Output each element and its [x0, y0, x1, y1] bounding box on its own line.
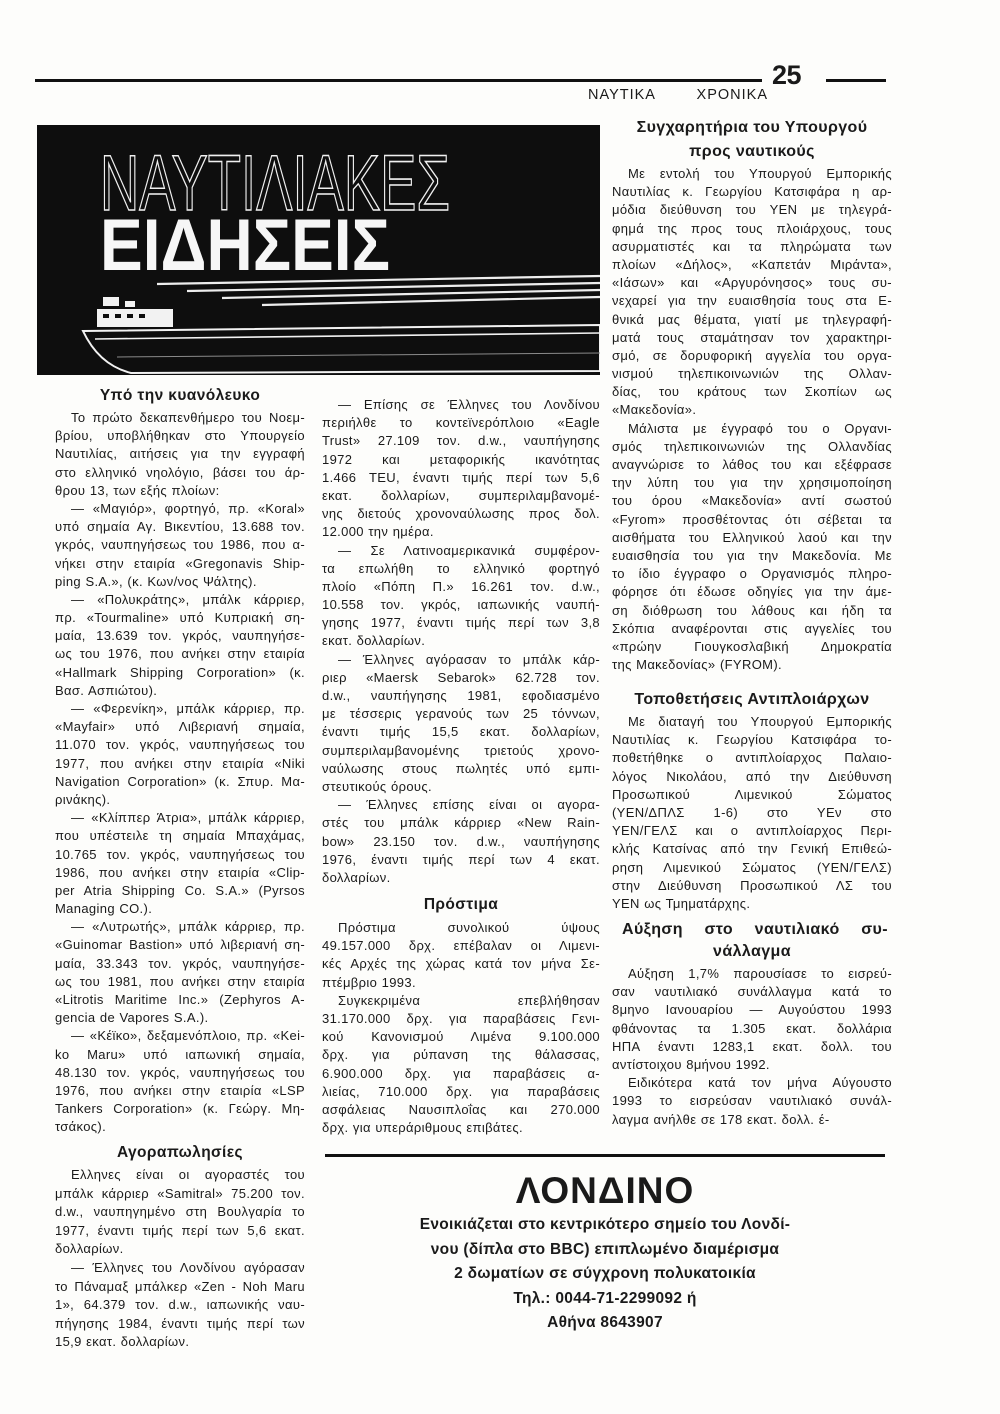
text-line: πλοίων «Δήλος», «Καπετάν Μιράντα»,: [612, 256, 892, 272]
paragraph: [55, 700, 305, 809]
text-line: δρχ. για υπεράριθμους επιβάτες.: [322, 1120, 524, 1136]
text-line: per Atria Shipping Co. S.A.» (Pyrsos: [55, 882, 305, 898]
text-line: του όρου «Μακεδονία» αντί σωστού: [612, 493, 892, 509]
text-line: βρίου, υποβλήθηκαν στο Υπουργείο: [55, 428, 305, 444]
text-line: ευαισθησία του για την Μακεδονία. Με: [612, 547, 892, 563]
text-line: Μάλιστα με έγγραφό του ο Οργανι-: [628, 420, 892, 436]
text-line: 8μηνο Ιανουαρίου — Αυγούστου 1993: [612, 1002, 892, 1018]
banner-title-bold: ΕΙΔΗΣΕΙΣ: [100, 205, 390, 286]
text-line: d.w., ναυπήγησης 1981, εφοδιασμένο: [322, 688, 600, 703]
text-line: «Fyrom» προσθέτοντας ότι σέβεται τα: [612, 511, 892, 527]
text-line: Ελληνες είναι οι αγοραστές του: [71, 1167, 305, 1182]
text-line: bow» 23.150 τον. d.w., ναυπήγησης: [322, 833, 600, 849]
text-line: 1976, που ανήκει στην εταιρία «LSP: [55, 1082, 305, 1098]
paragraph: [612, 420, 892, 675]
text-line: πλοίο «Πόπη Π.» 16.261 τον. d.w.,: [322, 578, 600, 594]
text-line: Ναυτιλίας κ. Γεωργίου Κατσιφάρα η αρ-: [612, 184, 892, 200]
text-line: 1977, έναντι τιμής περί των 5,6 εκατ.: [55, 1222, 305, 1238]
text-line: με τέσσερις γερανούς των 25 τόννων,: [322, 706, 600, 722]
text-line: στές του μπάλκ κάρριερ «New Rain-: [322, 815, 600, 831]
text-line: δολλαρίων.: [55, 1241, 124, 1257]
text-line: κές Αρχές της χώρας κατά τον μήνα Σε-: [322, 956, 600, 972]
text-line: Προσωπικού Λιμενικού Σώματος: [612, 786, 892, 802]
text-line: ναύλωσης στους πωλητές υπό εμπι-: [322, 760, 600, 776]
paragraph: [55, 1259, 305, 1352]
text-line: Navigation Corporation» (κ. Σπυρ. Μα-: [55, 773, 305, 789]
article-under-greek-flag: [55, 385, 305, 1137]
article-congratulations: [612, 116, 892, 674]
text-line: ρηση Λιμενικού Σώματος (ΥΕΝ/ΓΕΛΣ): [612, 859, 892, 875]
text-line: — «Κλίππερ Άτρια», μπάλκ κάρριερ,: [71, 810, 305, 826]
text-line: ko Maru» υπό ιαπωνική σημαία,: [55, 1046, 305, 1062]
text-line: ρινάκης).: [55, 791, 111, 807]
text-line: σμό, σε δορυφορική αγγελία του οργα-: [612, 347, 892, 363]
text-line: Managing CO.).: [55, 901, 153, 917]
text-line: ως του 1976, που ανήκει στην εταιρία: [55, 646, 305, 662]
text-line: ασυρματιστές και τα πληρώματα των: [612, 238, 892, 254]
text-line: 11.070 τον. γκρός, ναυπηγήσεως του: [55, 737, 305, 753]
paragraph: [55, 918, 305, 1027]
text-line: ριερ «Maersk Sebarok» 62.728 τον.: [322, 669, 600, 685]
header-rule-left: [35, 79, 762, 82]
article-heading: [612, 689, 892, 713]
text-line: — «Πολυκράτης», μπάλκ κάρριερ,: [71, 591, 305, 607]
text-line: 1», 64.379 τον. d.w., ιαπωνικής ναυ-: [55, 1297, 305, 1313]
text-line: «Mayfair» υπό Λιβεριανή σημαία,: [55, 719, 305, 735]
text-line: ΗΠΑ έναντι 1283,1 εκατ. δολλ. του: [612, 1038, 892, 1054]
paragraph: [612, 1074, 892, 1129]
heading-line: Αύξηση στο ναυτιλιακό συ-: [622, 921, 888, 938]
text-line: την λύπη του για την χρησιμοποίηση: [612, 475, 892, 491]
text-line: ασφάλειας Ναυσιπλοΐας και 270.000: [322, 1101, 600, 1117]
page-number: 25: [772, 60, 802, 90]
paragraph: [55, 1166, 305, 1259]
paragraph: [612, 165, 892, 420]
text-line: λιείας, 710.000 δρχ. για παραβάσεις: [322, 1083, 600, 1099]
text-line: νεχαρεί για την ευαισθησία τους στα Ε-: [612, 293, 892, 309]
text-line: — «Κέϊκο», δεξαμενόπλοιο, πρ. «Kei-: [71, 1028, 305, 1044]
text-line: μόδια διεύθυνση του ΥΕΝ με τηλεγρά-: [612, 202, 892, 218]
text-line: εκατ. δολλαρίων.: [322, 633, 426, 649]
text-line: «Μακεδονία».: [612, 402, 697, 418]
text-line: εκατ. δολλαρίων, συμπεριλαμβανομέ-: [322, 487, 600, 503]
advertisement-rule: [325, 1154, 885, 1157]
heading-line: Πρόστιμα: [423, 896, 499, 913]
text-line: μαία, 33.343 τον. γκρός, ναυπηγήσε-: [55, 955, 305, 971]
text-line: — Έλληνες του Λονδίνου αγόρασαν: [71, 1259, 305, 1275]
text-line: θνικά μας θέματα, γιατί με τηλεγραφή-: [612, 311, 892, 327]
text-line: Tankers Corporation» (κ. Γεώργ. Μη-: [55, 1101, 305, 1117]
text-line: 49.157.000 δρχ. επέβαλαν οι Λιμενι-: [322, 938, 600, 954]
paragraph: [55, 500, 305, 591]
text-line: σαν ναυτιλιακό συνάλλαγμα κατά το: [612, 984, 892, 1000]
text-line: Trust» 27.109 τον. d.w., ναυπήγησης: [322, 433, 600, 449]
text-line: φθάνοντας τα 1.305 εκατ. δολλάρια: [612, 1020, 892, 1036]
text-line: 10.558 τον. γκρός, ιαπωνικής ναυπή-: [322, 597, 600, 613]
paragraph: [322, 796, 600, 887]
text-line: ποθετήθηκε ο αντιπλοίαρχος Παλαιο-: [612, 750, 892, 766]
text-line: ΥΕΝ/ΓΕΛΣ και ο αντιπλοίαρχος Περι-: [612, 823, 892, 839]
text-line: 1.466 TEU, έναντι τιμής περί των 5,6: [322, 469, 600, 485]
heading-line: Αγοραπωλησίες: [117, 1144, 243, 1161]
text-line: — Έλληνες αγόρασαν το μπάλκ κάρ-: [338, 651, 600, 667]
text-line: d.w., ναυπηγημένο στη Βουλγαρία το: [55, 1204, 305, 1220]
text-line: Αύξηση 1,7% παρουσίασε το εισρεύ-: [628, 966, 892, 981]
text-line: συμπεριλαμβανομένης τριετούς χρονο-: [322, 742, 600, 758]
heading-line: Συγχαρητήρια του Υπουργού: [636, 119, 868, 136]
text-line: — «Μαγιόρ», φορτηγό, πρ. «Koral»: [71, 500, 305, 516]
text-line: 1976, έναντι τιμής περί των 4 εκατ.: [322, 851, 600, 867]
article-fines: [322, 894, 600, 1137]
text-line: υπό σημαία Αγ. Βικεντίου, 13.688 τον.: [55, 519, 305, 535]
paragraph: [322, 542, 600, 651]
text-line: Ναυτιλίας, αιτήσεις για την εγγραφή: [55, 446, 305, 462]
text-line: νης διετούς χρονοναύλωσης προς δολ.: [322, 506, 600, 522]
text-line: κού Κανονισμού Λιμένα 9.100.000: [322, 1029, 600, 1045]
text-line: Με εντολή του Υπουργού Εμπορικής: [628, 166, 892, 181]
text-line: ματά τους σταμάτησαν τον χαρακτηρι-: [612, 329, 892, 345]
text-line: 12.000 την ημέρα.: [322, 524, 434, 540]
text-line: 48.130 τον. γκρός, ναυπηγήσεως του: [55, 1064, 305, 1080]
text-line: στην Διεύθυνση Προσωπικού ΛΣ του: [612, 877, 892, 893]
text-line: «Litrotis Maritime Inc.» (Zephyros A-: [55, 992, 305, 1007]
text-line: στευτικούς όρους.: [322, 778, 432, 794]
text-line: gencia de Vapores S.A.).: [55, 1010, 209, 1026]
text-line: που υπέστειλε τη σημαία Μπαχάμας,: [55, 828, 305, 844]
text-line: κλής Κατσίνας από την Γενική Επιθεώ-: [612, 841, 892, 857]
article-exchange-increase: [612, 919, 892, 1129]
article-heading: [322, 894, 600, 919]
article-heading: [612, 116, 892, 165]
paragraph: [55, 409, 305, 500]
text-line: της Μακεδονίας» (FYROM).: [612, 657, 782, 673]
text-line: το Πάναμαξ μπάλκερ «Zen - Noh Maru: [55, 1278, 305, 1294]
paragraph: [55, 809, 305, 918]
banner-title-outline: ΝΑΥΤΙΛΙΑΚΕΣ: [100, 138, 450, 227]
text-line: πρ. «Tourmaline» υπό Κυπριακή ση-: [55, 610, 305, 626]
article-heading: [612, 919, 892, 965]
advertisement-line: νου (δίπλα στο BBC) επιπλωμένο διαμέρισμα: [430, 1240, 780, 1258]
text-line: δολλαρίων.: [322, 869, 391, 885]
text-line: λόγος Νικολάου, από την Διεύθυνση: [612, 768, 892, 784]
text-line: γησης 1977, έναντι τιμής περί των 3,8: [322, 615, 600, 631]
text-line: μαία, 13.639 τον. γκρός, ναυπηγήσε-: [55, 628, 305, 644]
text-line: «πρώην Γιουγκοσλαβική Δημοκρατία: [612, 638, 892, 654]
text-line: 1993 το εισρεύσαν ναυτιλιακό συνάλ-: [612, 1093, 892, 1109]
text-line: — Έλληνες επίσης είναι οι αγορα-: [338, 797, 600, 813]
heading-line: προς ναυτικούς: [689, 143, 815, 160]
text-line: «Ιάσων» και «Αργυρόνησος» τους συ-: [612, 275, 892, 291]
text-line: 10.765 τον. γκρός, ναυπηγήσεως του: [55, 846, 305, 862]
text-line: πτέμβριο 1993.: [322, 974, 416, 990]
text-line: 1986, που ανήκει στην εταιρία «Clip-: [55, 864, 305, 880]
text-line: μπάλκ κάρριερ «Samitral» 75.200 τον.: [55, 1185, 305, 1201]
paragraph: [322, 396, 600, 542]
text-line: ση διόθρωση του λάθους και ήδη τα: [612, 602, 892, 618]
paragraph: [322, 919, 600, 992]
advertisement-line: Ενοικιάζεται στο κεντρικότερο σημείο του Λονδί-: [419, 1216, 791, 1233]
text-line: (ΥΕΝ/ΔΠΛΣ 1-6) στο ΥΕν στο: [612, 804, 892, 820]
text-line: Με διαταγή του Υπουργού Εμπορικής: [628, 714, 892, 729]
text-line: δρχ. για ρύπανση της θάλασσας,: [322, 1047, 600, 1063]
paragraph: [612, 713, 892, 913]
text-line: στο ελληνικό νηολόγιο, βάσει του άρ-: [55, 464, 305, 480]
paragraph: [322, 992, 600, 1138]
text-line: — «Φερενίκη», μπάλκ κάρριερ, πρ.: [71, 701, 305, 716]
advertisement-phone-athens: Αθήνα 8643907: [547, 1314, 663, 1331]
paragraph: [55, 591, 305, 700]
text-line: — Επίσης σε Έλληνες του Λονδίνου: [338, 397, 600, 412]
article-appointments: [612, 689, 892, 913]
text-line: δίας, του κράτους των Σκοπίων ως: [612, 384, 892, 400]
text-line: το ίδιο έγγραφο ο Οργανισμός πληρο-: [612, 566, 892, 582]
text-line: Πρόστιμα συνολικού ύψους: [338, 920, 600, 935]
advertisement-phone: Τηλ.: 0044-71-2299092 ή: [513, 1289, 697, 1307]
text-line: περιήλθε το κοντεϊνερόπλοιο «Eagle: [322, 415, 600, 431]
heading-line: Τοποθετήσεις Αντιπλοιάρχων: [634, 691, 870, 708]
text-line: Ειδικότερα κατά τον μήνα Αύγουστο: [628, 1075, 892, 1091]
text-line: πήγησης 1984, έναντι τιμής περί των: [55, 1315, 305, 1331]
text-line: 15,9 εκατ. δολλαρίων.: [55, 1334, 190, 1350]
text-line: αισθήματα του Ελληνικού λαού και την: [612, 529, 892, 545]
article-sales-purchases-continued: [322, 396, 600, 887]
text-line: αναγνώρισε το λάθος του και εξέφρασε: [612, 457, 892, 472]
advertisement-body: [325, 1213, 885, 1336]
text-line: Σκόπια αναφέρονται στις αγγελίες του: [612, 620, 892, 636]
text-line: θρου 13, των εξής πλοίων:: [55, 482, 220, 498]
paragraph: [55, 1027, 305, 1136]
text-line: τσάκος).: [55, 1119, 107, 1135]
text-line: «Guinomar Bastion» υπό λιβεριανή ση-: [55, 937, 305, 953]
paragraph: [612, 965, 892, 1074]
text-line: γκρός, ναυπηγήσεως του 1986, που α-: [55, 537, 305, 553]
text-line: ΥΕΝ ως Τμηματάρχης.: [612, 895, 751, 911]
text-line: 6.900.000 δρχ. για παραβάσεις α-: [322, 1065, 600, 1081]
text-line: — «Λυτρωτής», μπάλκ κάρριερ, πρ.: [71, 919, 305, 935]
advertisement-line: 2 δωματίων σε σύγχρονη πολυκατοικία: [454, 1265, 756, 1282]
text-line: 1977, που ανήκει στην εταιρία «Niki: [55, 755, 305, 771]
text-line: σμός τηλεπικοινωνιών της Ολλανδίας: [612, 438, 892, 454]
text-line: έναντι τιμής 15,5 εκατ. δολλαρίων,: [322, 724, 600, 740]
text-line: Το πρώτο δεκαπενθήμερο του Νοεμ-: [71, 410, 305, 425]
text-line: φημά της προς τους πλοιάρχους, τους: [612, 220, 892, 236]
text-line: Ναυτιλίας κ. Γεωργίου Κατσιφάρα το-: [612, 732, 892, 748]
text-line: Βασ. Ασπιώτου).: [55, 682, 158, 698]
text-line: Συγκεκριμένα επεβλήθησαν: [338, 992, 600, 1008]
news-banner: [37, 125, 600, 375]
text-line: 31.170.000 δρχ. για παραβάσεις Γενι-: [322, 1010, 600, 1026]
advertisement-title: ΛΟΝΔΙΝΟ: [515, 1170, 695, 1211]
header-rule-right: [826, 79, 886, 82]
text-line: αντίστοιχου 8μήνου 1992.: [612, 1056, 770, 1072]
article-heading: [55, 385, 305, 409]
text-line: τα επωλήθη το ελληνικό φορτηγό: [322, 560, 600, 576]
heading-line: νάλλαγμα: [713, 943, 791, 960]
publication-name: ΝΑΥΤΙΚΑ ΧΡΟΝΙΚΑ: [588, 87, 768, 103]
text-line: νισμού τηλεπικοινωνιών της Ολλαν-: [612, 366, 892, 382]
text-line: ping S.A.», (κ. Κων/νος Ψάλτης).: [55, 573, 257, 589]
heading-line: Υπό την κυανόλευκο: [99, 387, 261, 404]
text-line: φόρησε ότι έδωσε οδηγίες για την άμε-: [612, 584, 892, 600]
paragraph: [322, 651, 600, 797]
text-line: ως του 1981, που ανήκει στην εταιρία: [55, 973, 305, 989]
text-line: — Σε Λατινοαμερικανικά συμφέρον-: [338, 542, 600, 558]
text-line: νήκει στην εταιρία «Gregonavis Ship-: [55, 555, 305, 571]
article-sales-purchases: [55, 1142, 305, 1352]
text-line: 1972 και μεταφορικής ικανότητας: [322, 451, 600, 467]
text-line: λαγμα ανήλθε σε 178 εκατ. δολλ. έ-: [612, 1111, 830, 1127]
text-line: «Hallmark Shipping Corporation» (κ.: [55, 664, 305, 680]
article-heading: [55, 1142, 305, 1166]
